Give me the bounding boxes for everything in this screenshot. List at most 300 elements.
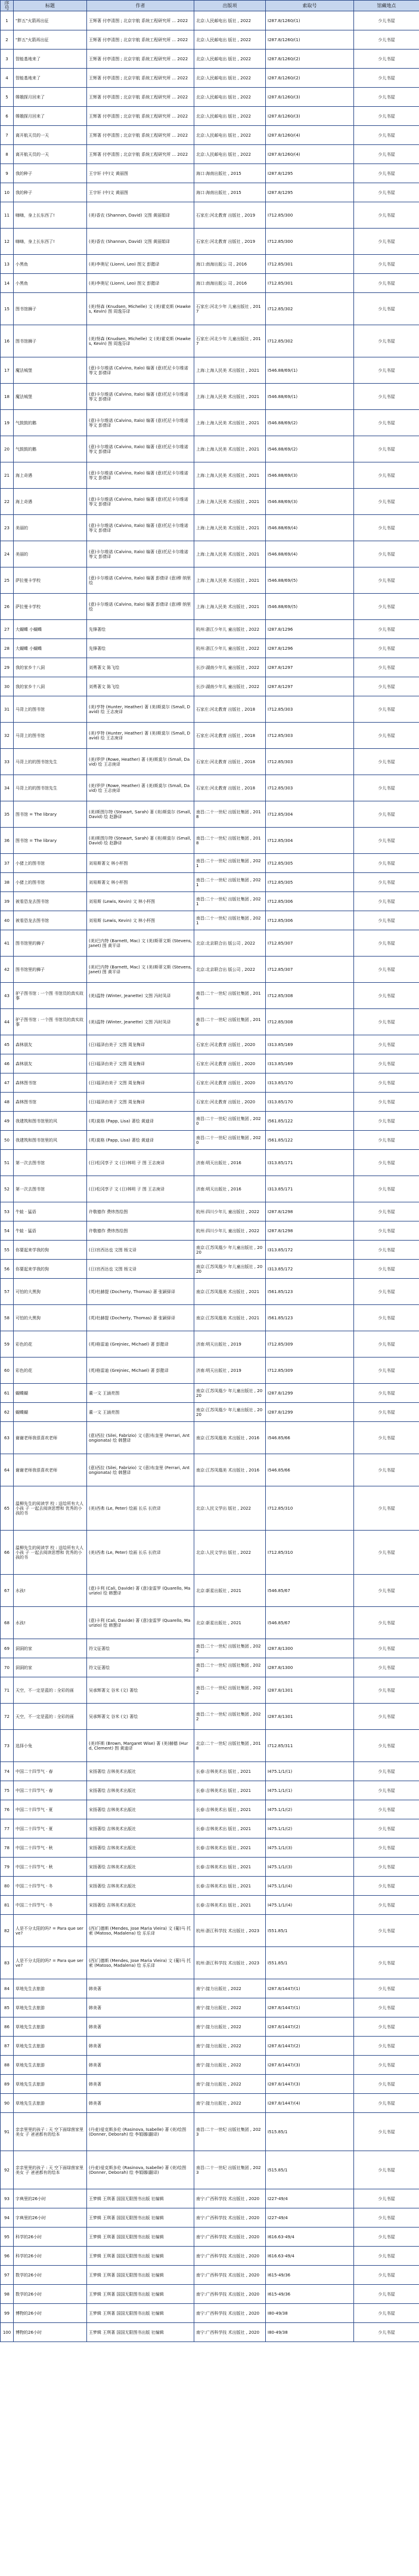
location: 少儿书屋 [354,723,419,749]
row-index: 47 [1,1073,14,1093]
row-index: 39 [1,892,14,911]
row-index: 96 [1,2247,14,2266]
book-publisher: 北京:新星出版社 , 2021 [194,1575,266,1607]
table-row [1,567,419,594]
call-number: I546.88/69/(4) [266,541,354,567]
location: 少儿书屋 [354,1384,419,1403]
book-publisher: 上海:上海人民美 术出版社 , 2021 [194,384,266,410]
location: 少儿书屋 [354,410,419,436]
book-author: (日)福泽由美子 文图 周龙梅译 [87,1093,194,1112]
book-author: (美)西弗 (Le, Peter) 绘画 长乐 长欣译 [87,1531,194,1575]
table-body [1,11,419,2342]
location: 少儿书屋 [354,50,419,69]
book-title: 魔法城堡 [14,357,87,384]
table-row [1,1221,419,1241]
book-publisher: 北京:人民邮电出 版社 , 2022 [194,107,266,126]
book-publisher: 上海:上海人民美 术出版社 , 2021 [194,541,266,567]
table-row [1,2247,419,2266]
book-publisher: 长春:吉林美术出 版社 , 2021 [194,1838,266,1858]
book-author: 吴承辉著文 谷米 (文) 著绘 [87,1704,194,1730]
book-author: (日)宫西达也 文图 杨文译 [87,1260,194,1279]
row-index: 58 [1,1305,14,1331]
book-publisher: 南宁:接力出版社 , 2022 [194,2075,266,2094]
book-publisher: 上海:上海人民美 术出版社 , 2021 [194,410,266,436]
book-title: 小猪上的图书馆 [14,873,87,892]
table-row [1,2323,419,2342]
call-number: I551.85/1 [266,1915,354,1947]
table-row [1,1202,419,1221]
book-title: 我的种子 [14,183,87,202]
book-author: (美)亨特 (Hunter, Heather) 著 (美)斯莫尔 (Small, David) 绘 王志庚译 [87,696,194,723]
table-row [1,1054,419,1073]
table-row [1,873,419,892]
book-author: 王辉著 付亭清图 ; 北京宇航 系统工程研究所 ... 2022 [87,69,194,88]
book-author: 韩美著 [87,2017,194,2037]
book-publisher: 南昌:二十一世纪 出版社集团 , 2022 [194,1677,266,1704]
book-publisher: 南昌:二十一世纪 出版社集团 , 2020 [194,1131,266,1150]
row-index: 14 [1,274,14,293]
location: 少儿书屋 [354,1838,419,1858]
book-author: 王辉著 付亭清图 ; 北京宇航 系统工程研究所 ... 2022 [87,11,194,30]
table-row [1,1704,419,1730]
location: 少儿书屋 [354,1998,419,2017]
row-index: 100 [1,2323,14,2342]
book-title: 森林朋友 [14,1054,87,1073]
row-index: 85 [1,1998,14,2017]
book-publisher: 南昌:二十一世纪 出版社集团 , 2021 [194,873,266,892]
call-number: I551.85/1 [266,1947,354,1979]
call-number: I546.88/69/(3) [266,462,354,489]
location: 少儿书屋 [354,957,419,983]
location: 少儿书屋 [354,2285,419,2304]
call-number: I615-49/36 [266,2266,354,2285]
call-number: I287.8/1260/(2) [266,69,354,88]
book-publisher: 南昌:二十一世纪 出版社集团 , 2021 [194,892,266,911]
table-header-row [1,1,419,11]
book-publisher: 上海:上海人民美 术出版社 , 2021 [194,515,266,541]
location: 少儿书屋 [354,1762,419,1781]
book-title: 第一次去图书馆 [14,1176,87,1202]
book-publisher: 南宁:广西科学技 术出版社 , 2020 [194,2247,266,2266]
table-row [1,1305,419,1331]
book-author: 王宇轩 (中)文 黄丽图 [87,183,194,202]
call-number: I561.85/123 [266,1305,354,1331]
location: 少儿书屋 [354,1035,419,1054]
book-publisher: 海口:海南出版社 , 2015 [194,164,266,183]
book-title: 谢谢老师我很喜欢老师 [14,1422,87,1454]
row-index: 70 [1,1658,14,1677]
table-row [1,1838,419,1858]
location: 少儿书屋 [354,436,419,462]
book-title: 草地先生去旅游 [14,1979,87,1998]
book-publisher: 北京:北京联合出 版公司 , 2022 [194,930,266,957]
book-title: "胖五"火箭再出征 [14,30,87,50]
book-author: 董一文 王涵亮图 [87,1384,194,1403]
location: 少儿书屋 [354,462,419,489]
row-index: 78 [1,1838,14,1858]
book-author: 许敬德作 费炜然绘图 [87,1202,194,1221]
row-index: 76 [1,1800,14,1819]
book-author: 王梦辑 王琪著 国国无限图书出版 社编辑 [87,2228,194,2247]
book-title: 气鼓鼓的鹅 [14,436,87,462]
book-publisher: 长春:吉林美术出 版社 , 2021 [194,1858,266,1877]
book-publisher: 北京:人民邮电出 版社 , 2022 [194,126,266,145]
location: 少儿书屋 [354,2017,419,2037]
location: 少儿书屋 [354,1979,419,1998]
call-number: I287.8/1260/(1) [266,30,354,50]
book-title: 智能基地来了 [14,69,87,88]
book-publisher: 南昌:二十一世纪 出版社集团 , 2023 [194,2151,266,2189]
book-author: (美)巴内特 (Barnett, Mac) 文 (美)斯蒂文斯 (Stevens, Janet) 图 黄平译 [87,957,194,983]
book-publisher: 南京:江苏凤凰美 术出版社 , 2021 [194,1279,266,1305]
book-author: 王梦辑 王琪著 国国无限图书出版 社编辑 [87,2208,194,2228]
call-number: I616.63-49/4 [266,2247,354,2266]
row-index: 19 [1,410,14,436]
location: 少儿书屋 [354,677,419,696]
book-author: (英)杜赫提 (Docherty, Thomas) 著 张颖驿译 [87,1279,194,1305]
row-index: 93 [1,2189,14,2208]
book-author: 王梦辑 王琪著 国国无限图书出版 社编辑 [87,2323,194,2342]
call-number: I287.8/1260/(4) [266,145,354,164]
row-index: 1 [1,11,14,30]
call-number: I561.85/122 [266,1112,354,1131]
row-index: 66 [1,1531,14,1575]
table-row [1,1358,419,1384]
book-publisher: 南宁:接力出版社 , 2022 [194,2017,266,2037]
location: 少儿书屋 [354,1819,419,1838]
row-index: 17 [1,357,14,384]
call-number: I287.8/1298 [266,1202,354,1221]
book-publisher: 南昌:二十一世纪 出版社集团 , 2022 [194,1658,266,1677]
book-publisher: 南京:江苏凤凰少 年儿童出版社 , 2020 [194,1384,266,1403]
book-publisher: 济南:明天出版社 , 2016 [194,1150,266,1176]
book-author: 董一文 王涵亮图 [87,1403,194,1422]
book-publisher: 济南:明天出版社 , 2016 [194,1176,266,1202]
location: 少儿书屋 [354,828,419,854]
table-row [1,620,419,639]
call-number: I561.85/122 [266,1131,354,1150]
book-publisher: 南京:江苏凤凰少 年儿童出版社 , 2020 [194,1260,266,1279]
row-index: 10 [1,183,14,202]
book-title: 水孩! [14,1575,87,1607]
book-publisher: 南昌:二十一世纪 出版社集团 , 2020 [194,1112,266,1131]
call-number: I287.8/1447/(4) [266,2094,354,2113]
book-author: 韩美著 [87,2037,194,2056]
call-number: I313.85/172 [266,1260,354,1279]
row-index: 18 [1,384,14,410]
call-number: I616.63-49/4 [266,2228,354,2247]
book-publisher: 南昌:二十一世纪 出版社集团 , 2022 [194,1639,266,1658]
table-row [1,11,419,30]
table-row [1,1150,419,1176]
book-title: 中国二十四节气 · 春 [14,1762,87,1781]
location: 少儿书屋 [354,1658,419,1677]
table-row [1,1260,419,1279]
row-index: 42 [1,957,14,983]
book-publisher: 南宁:广西科学技 术出版社 , 2020 [194,2266,266,2285]
book-author: 韩美著 [87,1979,194,1998]
book-title: 草地先生去旅游 [14,2094,87,2113]
row-index: 52 [1,1176,14,1202]
book-title: 嫦娥探月回来了 [14,107,87,126]
table-row [1,255,419,274]
call-number: I546.88/69/(5) [266,594,354,620]
book-publisher: 上海:上海人民美 术出版社 , 2021 [194,357,266,384]
location: 少儿书屋 [354,1221,419,1241]
location: 少儿书屋 [354,1947,419,1979]
call-number: I287.8/1447/(1) [266,1979,354,1998]
book-title: 草地先生去旅游 [14,2037,87,2056]
book-author: (美)斯图尔特 (Stewart, Sarah) 著 (美)斯莫尔 (Small, David) 绘 赵静译 [87,801,194,828]
row-index: 37 [1,854,14,873]
book-author: (丹麦)爱克斯多伦 (Rasinova, Isabelle) 著 (美)绘图 (Donner, Deborah) 绘 李娟娜(翻译) [87,2151,194,2189]
book-title: 图书馆里的狮子 [14,930,87,957]
call-number: I287.8/1298 [266,1221,354,1241]
call-number: I712.85/311 [266,1730,354,1762]
location: 少儿书屋 [354,1531,419,1575]
location: 少儿书屋 [354,229,419,255]
book-author: 王辉著 付亭清图 ; 北京宇航 系统工程研究所 ... 2022 [87,88,194,107]
location: 少儿书屋 [354,1915,419,1947]
book-title: 天空，不一定是蓝的 : 全彩的画 [14,1704,87,1730]
location: 少儿书屋 [354,2189,419,2208]
location: 少儿书屋 [354,1112,419,1131]
book-title: 彩色的花 [14,1358,87,1384]
book-title: 人是不分太阳的吗? = Para que serve? [14,1915,87,1947]
table-row [1,1531,419,1575]
table-row [1,69,419,88]
book-title: 森林图书馆 [14,1093,87,1112]
location: 少儿书屋 [354,2228,419,2247]
book-author: (丹麦)爱克斯多伦 (Rasinova, Isabelle) 著 (美)绘图 (Donner, Deborah) 绘 李娟娜(翻译) [87,2113,194,2151]
row-index: 89 [1,2075,14,2094]
book-title: 马背上的的图书馆先生 [14,749,87,775]
row-index: 95 [1,2228,14,2247]
book-publisher: 南昌:二十一世纪 出版社集团 , 2022 [194,1704,266,1730]
location: 少儿书屋 [354,1607,419,1639]
row-index: 56 [1,1260,14,1279]
book-author: 宋扬著绘 吉林美术出版社 [87,1800,194,1819]
book-title: 你要起来学我的狗 [14,1241,87,1260]
book-publisher: 北京:人民文学出 版社 , 2022 [194,1486,266,1531]
row-index: 87 [1,2037,14,2056]
row-index: 41 [1,930,14,957]
call-number: I313.85/169 [266,1035,354,1054]
book-publisher: 南宁:接力出版社 , 2022 [194,2094,266,2113]
book-author: (日)福泽由美子 文图 周龙梅译 [87,1054,194,1073]
table-row [1,229,419,255]
location: 少儿书屋 [354,489,419,515]
book-title: 谢谢老师我很喜欢老师 [14,1454,87,1486]
book-author: (西)门德斯 (Mendes, Jose Maria Vieira) 文 (葡)马 托索 (Matoso, Madalena) 绘 乐乐译 [87,1947,194,1979]
table-row [1,2094,419,2113]
row-index: 31 [1,696,14,723]
location: 少儿书屋 [354,293,419,325]
book-title: 数学的26小时 [14,2285,87,2304]
book-publisher: 南宁:接力出版社 , 2022 [194,1979,266,1998]
book-author: 刘易斯著文 林小杯图 [87,854,194,873]
location: 少儿书屋 [354,255,419,274]
book-title: 科学的26小时 [14,2228,87,2247]
location: 少儿书屋 [354,2094,419,2113]
row-index: 38 [1,873,14,892]
book-title: 驴子图书馆 : 一个图 书馆员的真实故事 [14,983,87,1009]
book-title: 水孩! [14,1607,87,1639]
book-title: 马背上的的图书馆先生 [14,775,87,801]
location: 少儿书屋 [354,2323,419,2342]
row-index: 81 [1,1896,14,1915]
location: 少儿书屋 [354,1260,419,1279]
book-author: 刘易斯著文 林小杯图 [87,873,194,892]
location: 少儿书屋 [354,2208,419,2228]
location: 少儿书屋 [354,1202,419,1221]
book-publisher: 北京:人民邮电出 版社 , 2022 [194,69,266,88]
row-index: 57 [1,1279,14,1305]
table-row [1,2017,419,2037]
row-index: 43 [1,983,14,1009]
book-author: 宋扬著绘 吉林美术出版社 [87,1877,194,1896]
row-index: 35 [1,801,14,828]
table-row [1,2304,419,2323]
book-publisher: 长沙:湖南少年儿 童出版社 , 2022 [194,677,266,696]
call-number: I712.85/304 [266,801,354,828]
book-author: (美)西弗 (Le, Peter) 绘画 长乐 长欣译 [87,1486,194,1531]
header-cell-publisher: 出版项 [194,1,266,11]
book-publisher: 南宁:广西科学技 术出版社 , 2020 [194,2189,266,2208]
book-publisher: 上海:上海人民美 术出版社 , 2021 [194,594,266,620]
location: 少儿书屋 [354,2247,419,2266]
book-author: (日)宫西达也 文图 杨文译 [87,1241,194,1260]
book-publisher: 长春:吉林美术出 版社 , 2021 [194,1781,266,1800]
header-cell-title: 标题 [14,1,87,11]
location: 少儿书屋 [354,775,419,801]
table-row [1,1877,419,1896]
book-author: (英)格雷迪 (Grejniec, Michael) 著 彭懿译 [87,1358,194,1384]
book-publisher: 南昌:二十一世纪 出版社集团 , 2018 [194,828,266,854]
location: 少儿书屋 [354,1009,419,1035]
book-author: (美)努森 (Knudsen, Michelle) 文 (美)霍克斯 (Hawkes, Kevin) 图 周逸芬译 [87,325,194,357]
book-title: 驴子图书馆 : 一个图 书馆员的真实故事 [14,1009,87,1035]
book-publisher: 石家庄:河北教育 出版社 , 2019 [194,229,266,255]
table-row [1,1454,419,1486]
call-number: I546.88/69/(2) [266,410,354,436]
table-row [1,50,419,69]
header-cell-location: 馆藏地点 [354,1,419,11]
location: 少儿书屋 [354,1305,419,1331]
book-title: 图书馆 = The library [14,801,87,828]
table-row [1,436,419,462]
book-title: 字典里的26小时 [14,2208,87,2228]
book-title: 森林图书馆 [14,1073,87,1093]
location: 少儿书屋 [354,620,419,639]
book-author: (美)李奥尼 (Lionni, Leo) 图文 彭懿译 [87,255,194,274]
call-number: I712.85/300 [266,202,354,229]
book-title: 温柳先生的阅读学 校 : 送给所有大人小孩 子 一起去阅读思想和 优秀的小孩的书 [14,1531,87,1575]
call-number: I712.85/301 [266,274,354,293]
book-publisher: 石家庄:河北少年 儿童出版社 , 2017 [194,325,266,357]
book-publisher: 杭州:浙江科学技 术出版社 , 2023 [194,1915,266,1947]
book-publisher: 上海:上海人民美 术出版社 , 2021 [194,489,266,515]
book-title: 被看恐龙去图书馆 [14,911,87,930]
book-author: (意)西拉 (Silei, Fabrizio) 文 (意)布奎里 (Ferrari, Antongionata) 绘 韩慧译 [87,1422,194,1454]
row-index: 64 [1,1454,14,1486]
table-row [1,677,419,696]
table-row [1,911,419,930]
row-index: 82 [1,1915,14,1947]
book-title: 草地先生去旅游 [14,2056,87,2075]
book-author: (意)卡尔维诺 (Calvino, Italo) 编著 (意)托尼卡尔维诺 等文 彭倩译 [87,489,194,515]
call-number: I712.85/309 [266,1358,354,1384]
row-index: 8 [1,145,14,164]
row-index: 91 [1,2113,14,2151]
book-author: (意)卡利 (Cali, Davide) 著 (意)奎雷罗 (Quarello, Maurizio) 绘 韩慧译 [87,1575,194,1607]
location: 少儿书屋 [354,11,419,30]
table-row [1,357,419,384]
book-publisher: 北京:人民邮电出 版社 , 2022 [194,11,266,30]
book-author: (美)罗伊 (Rowe, Heather) 著 (美)斯莫尔 (Small, David) 绘 王志庚译 [87,749,194,775]
book-title: 温柳先生的阅读学 校 : 送给所有大人小孩 子 一起去阅读思想和 优秀的小孩的书 [14,1486,87,1531]
row-index: 15 [1,293,14,325]
location: 少儿书屋 [354,2056,419,2075]
book-title: 中国二十四节气 · 冬 [14,1877,87,1896]
row-index: 23 [1,515,14,541]
book-publisher: 南昌:二十一世纪 出版社集团 , 2021 [194,854,266,873]
location: 少儿书屋 [354,1639,419,1658]
call-number: I712.85/308 [266,983,354,1009]
location: 少儿书屋 [354,202,419,229]
table-row [1,107,419,126]
header-cell-call-number: 索取号 [266,1,354,11]
row-index: 12 [1,229,14,255]
row-index: 21 [1,462,14,489]
book-publisher: 南宁:广西科学技 术出版社 , 2020 [194,2304,266,2323]
call-number: I475.1/1/(1) [266,1781,354,1800]
book-author: (日)松冈享子 文 (日)林明 子 图 王志庚译 [87,1176,194,1202]
row-index: 40 [1,911,14,930]
table-row [1,145,419,164]
table-row [1,828,419,854]
book-author: (意)卡尔维诺 (Calvino, Italo) 编著 (意)托尼卡尔维诺 等文 彭倩译 [87,384,194,410]
table-row [1,2151,419,2189]
table-row [1,957,419,983]
location: 少儿书屋 [354,1241,419,1260]
row-index: 49 [1,1112,14,1131]
book-title: 海上奇遇 [14,462,87,489]
book-author: (意)卡利 (Cali, Davide) 著 (意)奎雷罗 (Quarello, Maurizio) 绘 韩慧译 [87,1607,194,1639]
row-index: 45 [1,1035,14,1054]
row-index: 27 [1,620,14,639]
table-row [1,1915,419,1947]
location: 少儿书屋 [354,1150,419,1176]
row-index: 20 [1,436,14,462]
book-author: 宋扬著绘 吉林美术出版社 [87,1896,194,1915]
call-number: I475.1/1/(3) [266,1858,354,1877]
table-row [1,1093,419,1112]
row-index: 83 [1,1947,14,1979]
call-number: I712.85/304 [266,828,354,854]
book-publisher: 石家庄:河北教育 出版社 , 2020 [194,1054,266,1073]
table-row [1,801,419,828]
book-publisher: 北京:人民邮电出 版社 , 2022 [194,145,266,164]
book-publisher: 北京:人民邮电出 版社 , 2022 [194,30,266,50]
book-publisher: 上海:上海人民美 术出版社 , 2021 [194,462,266,489]
table-row [1,594,419,620]
book-title: 马背上的图书馆 [14,696,87,723]
book-title: 图书馆狮子 [14,325,87,357]
location: 少儿书屋 [354,515,419,541]
row-index: 63 [1,1422,14,1454]
location: 少儿书屋 [354,1800,419,1819]
